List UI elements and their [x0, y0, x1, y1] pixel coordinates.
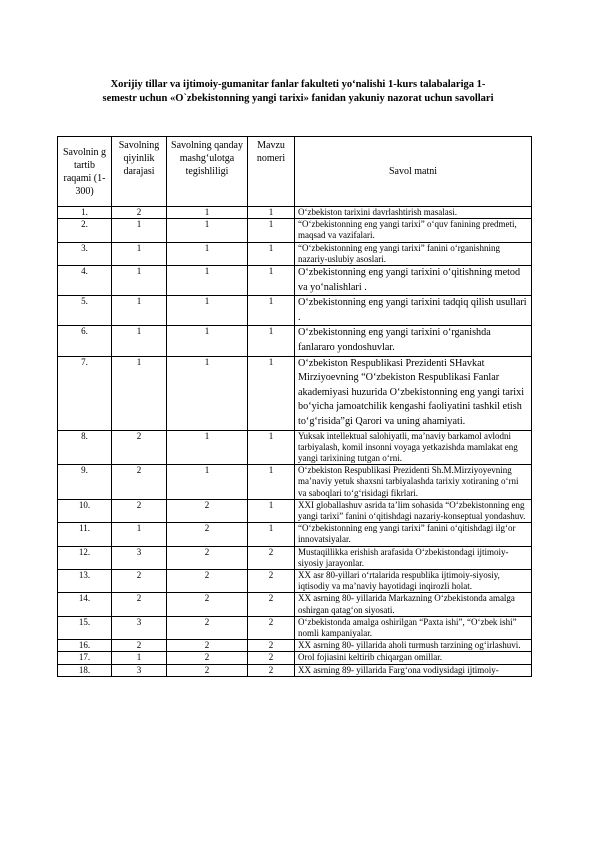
lesson-type-cell: 2 [167, 616, 248, 639]
lesson-type-cell: 1 [167, 326, 248, 356]
question-text-cell: Orol fojiasini keltirib chiqargan omillar. [295, 652, 532, 664]
lesson-type-cell: 2 [167, 546, 248, 569]
header-lesson-type: Savolning qanday mashg‘ulotga tegishliligi [167, 137, 248, 207]
question-number-cell: 9. [58, 465, 112, 500]
question-text-cell: XX asrning 80- yillarida aholi turmush tarzining og‘irlashuvi. [295, 640, 532, 652]
difficulty-cell: 1 [112, 652, 167, 664]
question-text-cell: O‘zbekiston Respublikasi Prezidenti Sh.M.Mirziyoyevning ma’naviy yetuk shaxsni tarbiyalashda tarixiy xotiraning o‘rni va saboqlari to‘g‘risidagi fikrlari. [295, 465, 532, 500]
question-number-cell: 5. [58, 296, 112, 326]
topic-number-cell: 1 [248, 242, 295, 265]
question-text-cell: O‘zbekistonning eng yangi tarixini tadqiq qilish usullari . [295, 296, 532, 326]
lesson-type-cell: 1 [167, 207, 248, 219]
question-number-cell: 11. [58, 523, 112, 546]
question-number-cell: 1. [58, 207, 112, 219]
table-row [58, 652, 532, 664]
difficulty-cell: 1 [112, 523, 167, 546]
topic-number-cell: 2 [248, 569, 295, 592]
question-text-cell: Yuksak intellektual salohiyatli, ma’naviy barkamol avlodni tarbiyalash, komil insonni voyaga yetkazishda mamlakat eng yangi tarixining tutgan o‘rni. [295, 430, 532, 465]
table-row [58, 356, 532, 430]
question-text-cell: “O‘zbekistonning eng yangi tarixi” fanini o‘rganishning nazariy-uslubiy asoslari. [295, 242, 532, 265]
question-number-cell: 14. [58, 593, 112, 616]
topic-number-cell: 2 [248, 616, 295, 639]
lesson-type-cell: 2 [167, 499, 248, 522]
table-row [58, 664, 532, 676]
difficulty-cell: 1 [112, 219, 167, 242]
table-row [58, 546, 532, 569]
topic-number-cell: 2 [248, 652, 295, 664]
difficulty-cell: 2 [112, 207, 167, 219]
difficulty-cell: 3 [112, 546, 167, 569]
table-row [58, 242, 532, 265]
header-question-number: Savolnin g tartib raqami (1-300) [58, 137, 112, 207]
difficulty-cell: 2 [112, 593, 167, 616]
question-number-cell: 13. [58, 569, 112, 592]
table-row [58, 296, 532, 326]
question-number-cell: 8. [58, 430, 112, 465]
difficulty-cell: 2 [112, 499, 167, 522]
question-text-cell: XX asrning 89- yillarida Farg‘ona vodiysidagi ijtimoiy- [295, 664, 532, 676]
topic-number-cell: 1 [248, 219, 295, 242]
topic-number-cell: 2 [248, 664, 295, 676]
lesson-type-cell: 1 [167, 242, 248, 265]
table-row [58, 430, 532, 465]
topic-number-cell: 1 [248, 465, 295, 500]
difficulty-cell: 2 [112, 569, 167, 592]
difficulty-cell: 2 [112, 465, 167, 500]
lesson-type-cell: 2 [167, 523, 248, 546]
lesson-type-cell: 2 [167, 664, 248, 676]
difficulty-cell: 1 [112, 356, 167, 430]
lesson-type-cell: 1 [167, 356, 248, 430]
table-row [58, 465, 532, 500]
topic-number-cell: 1 [248, 296, 295, 326]
question-text-cell: “O‘zbekistonning eng yangi tarixi” fanini o‘qitishdagi ilg‘or innovatsiyalar. [295, 523, 532, 546]
header-difficulty: Savolning qiyinlik darajasi [112, 137, 167, 207]
question-text-cell: O‘zbekistonning eng yangi tarixini o‘rganishda fanlararo yondoshuvlar. [295, 326, 532, 356]
lesson-type-cell: 1 [167, 465, 248, 500]
question-number-cell: 18. [58, 664, 112, 676]
title-line-2: semestr uchun «O`zbekistonning yangi tarixi» fanidan yakuniy nazorat uchun savollari [102, 93, 494, 104]
lesson-type-cell: 1 [167, 219, 248, 242]
table-row [58, 219, 532, 242]
question-text-cell: XX asrning 80- yillarida Markazning O‘zbekistonda amalga oshirgan qatag‘on siyosati. [295, 593, 532, 616]
lesson-type-cell: 2 [167, 593, 248, 616]
question-number-cell: 6. [58, 326, 112, 356]
lesson-type-cell: 2 [167, 640, 248, 652]
difficulty-cell: 1 [112, 326, 167, 356]
lesson-type-cell: 2 [167, 652, 248, 664]
question-number-cell: 2. [58, 219, 112, 242]
question-text-cell: O‘zbekiston tarixini davrlashtirish masalasi. [295, 207, 532, 219]
table-row [58, 326, 532, 356]
topic-number-cell: 2 [248, 640, 295, 652]
question-text-cell: XX asr 80-yillari o‘rtalarida respublika ijtimoiy-siyosiy, iqtisodiy va ma’naviy hayotidagi inqirozli holat. [295, 569, 532, 592]
questions-table [57, 136, 532, 677]
table-header-row [58, 137, 532, 207]
table-row [58, 640, 532, 652]
difficulty-cell: 2 [112, 640, 167, 652]
document-title [60, 78, 536, 106]
topic-number-cell: 2 [248, 593, 295, 616]
topic-number-cell: 2 [248, 546, 295, 569]
topic-number-cell: 1 [248, 266, 295, 296]
lesson-type-cell: 1 [167, 430, 248, 465]
question-number-cell: 3. [58, 242, 112, 265]
table-row [58, 616, 532, 639]
question-number-cell: 4. [58, 266, 112, 296]
question-number-cell: 7. [58, 356, 112, 430]
topic-number-cell: 1 [248, 523, 295, 546]
topic-number-cell: 1 [248, 430, 295, 465]
table-row [58, 593, 532, 616]
lesson-type-cell: 1 [167, 266, 248, 296]
difficulty-cell: 2 [112, 430, 167, 465]
question-text-cell: XXI globallashuv asrida ta’lim sohasida “O‘zbekistonning eng yangi tarixi” fanini o‘qitishdagi nazariy-konseptual yondashuv. [295, 499, 532, 522]
table-row [58, 569, 532, 592]
difficulty-cell: 1 [112, 296, 167, 326]
table-row [58, 523, 532, 546]
question-number-cell: 17. [58, 652, 112, 664]
header-question-text: Savol matni [295, 137, 532, 207]
difficulty-cell: 1 [112, 242, 167, 265]
difficulty-cell: 3 [112, 664, 167, 676]
question-text-cell: Mustaqillikka erishish arafasida O‘zbekistondagi ijtimoiy-siyosiy jarayonlar. [295, 546, 532, 569]
difficulty-cell: 1 [112, 266, 167, 296]
question-text-cell: O‘zbekistonning eng yangi tarixini o‘qitishning metod va yo‘nalishlari . [295, 266, 532, 296]
question-number-cell: 12. [58, 546, 112, 569]
question-number-cell: 15. [58, 616, 112, 639]
topic-number-cell: 1 [248, 326, 295, 356]
title-line-1: Xorijiy tillar va ijtimoiy-gumanitar fanlar fakulteti yo‘nalishi 1-kurs talabalariga 1- [110, 79, 486, 90]
table-row [58, 207, 532, 219]
question-text-cell: O‘zbekiston Respublikasi Prezidenti SHavkat Mirziyoevning “O‘zbekiston Respublikasi Fanlar akademiyasi huzurida O‘zbekistonning eng yangi tarixi bo‘yicha jamoatchilik kengashi faoliyatini tashkil etish to‘g‘risida”gi Qarori va uning ahamiyati. [295, 356, 532, 430]
table-row [58, 499, 532, 522]
header-topic-number: Mavzu nomeri [248, 137, 295, 207]
question-text-cell: O‘zbekistonda amalga oshirilgan “Paxta ishi”, “O‘zbek ishi” nomli kampaniyalar. [295, 616, 532, 639]
topic-number-cell: 1 [248, 356, 295, 430]
table-row [58, 266, 532, 296]
topic-number-cell: 1 [248, 499, 295, 522]
question-text-cell: “O‘zbekistonning eng yangi tarixi” o‘quv fanining predmeti, maqsad va vazifalari. [295, 219, 532, 242]
question-number-cell: 16. [58, 640, 112, 652]
lesson-type-cell: 2 [167, 569, 248, 592]
lesson-type-cell: 1 [167, 296, 248, 326]
topic-number-cell: 1 [248, 207, 295, 219]
question-number-cell: 10. [58, 499, 112, 522]
difficulty-cell: 3 [112, 616, 167, 639]
